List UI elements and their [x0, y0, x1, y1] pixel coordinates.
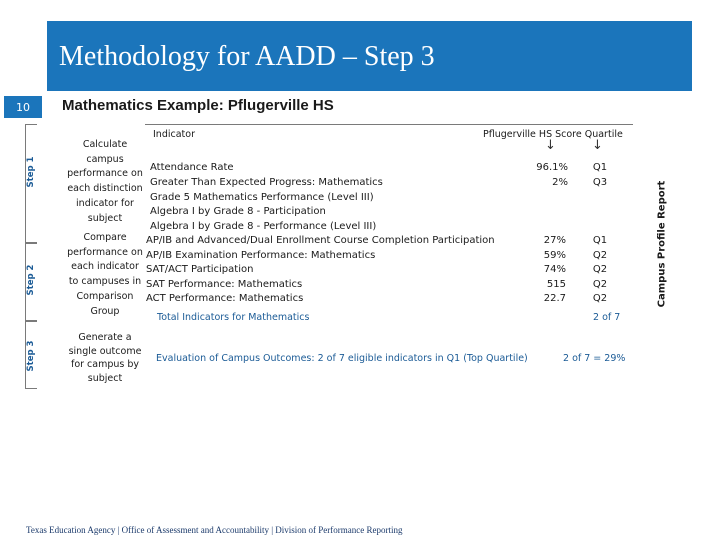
- step2-desc-line: Group: [90, 305, 120, 317]
- step3-desc-line: subject: [87, 372, 123, 384]
- step2-desc-line: to campuses in: [68, 276, 142, 288]
- step1-desc-line: indicator for: [76, 197, 134, 209]
- step2-desc-line: Comparison: [76, 290, 134, 302]
- slide-title: Methodology for AADD – Step 3: [59, 41, 435, 72]
- score-cell: 96.1%: [536, 162, 568, 173]
- quartile-cell: Q1: [592, 162, 608, 173]
- score-cell: 22.7: [543, 293, 566, 305]
- step2-desc-line: Compare: [83, 232, 127, 243]
- step2-desc-line: each indicator: [71, 261, 139, 273]
- indicator-row: ACT Performance: Mathematics: [146, 293, 304, 305]
- step2-desc-line: performance on: [67, 246, 143, 258]
- total-value: 2 of 7: [593, 312, 621, 323]
- slide-number: 10: [4, 96, 42, 118]
- score-cell: 27%: [543, 235, 566, 246]
- indicator-row: Attendance Rate: [150, 162, 234, 173]
- step3-desc-line: for campus by: [70, 359, 140, 370]
- step2-label: Step 2: [26, 264, 36, 296]
- indicator-row: Greater Than Expected Progress: Mathematics: [150, 176, 383, 188]
- side-report-label: Campus Profile Report: [656, 180, 668, 308]
- title-bar: [47, 21, 692, 91]
- indicator-row: SAT/ACT Participation: [146, 264, 254, 276]
- step1-description: [60, 138, 150, 226]
- indicator-header: Indicator: [153, 129, 195, 140]
- score-cell: 59%: [543, 249, 566, 261]
- step3-desc-line: single outcome: [68, 345, 142, 357]
- indicator-row: AP/IB and Advanced/Dual Enrollment Course Completion Participation: [146, 235, 495, 246]
- footer-text: Texas Education Agency | Office of Assessment and Accountability | Division of Performance Reporting: [26, 525, 403, 535]
- quartile-group-2: [585, 234, 615, 307]
- score-group-1: [500, 161, 568, 190]
- step1-desc-line: performance on: [67, 168, 143, 180]
- quartile-cell: Q2: [592, 293, 608, 305]
- quartile-cell: Q2: [592, 249, 608, 261]
- evaluation-label: Evaluation of Campus Outcomes: 2 of 7 eligible indicators in Q1 (Top Quartile): [156, 353, 528, 364]
- evaluation-value: 2 of 7 = 29%: [563, 353, 626, 364]
- indicator-group-2: [146, 234, 495, 307]
- step2-description: [60, 231, 150, 319]
- quartile-cell: Q3: [592, 176, 608, 188]
- quartile-cell: Q2: [592, 278, 608, 290]
- score-cell: 515: [546, 278, 566, 290]
- score-cell: 74%: [543, 264, 566, 276]
- score-group-2: [500, 234, 566, 307]
- table-top-border: [145, 124, 633, 125]
- total-label: Total Indicators for Mathematics: [157, 312, 310, 323]
- indicator-group-1: [150, 161, 383, 235]
- slide-subtitle: Mathematics Example: Pflugerville HS: [62, 97, 334, 114]
- indicator-row: SAT Performance: Mathematics: [146, 278, 303, 290]
- step3-description: [60, 331, 150, 385]
- indicator-row: Grade 5 Mathematics Performance (Level III): [150, 191, 374, 203]
- quartile-group-1: [585, 161, 615, 190]
- step1-label: Step 1: [26, 156, 36, 188]
- step1-desc-line: campus: [86, 153, 124, 165]
- quartile-cell: Q1: [592, 235, 608, 246]
- down-arrow-icon: ↓: [545, 138, 556, 153]
- indicator-row: Algebra I by Grade 8 - Participation: [150, 206, 326, 218]
- quartile-cell: Q2: [592, 264, 608, 276]
- step1-desc-line: each distinction: [67, 183, 143, 195]
- step3-label: Step 3: [26, 340, 36, 372]
- score-cell: 2%: [552, 176, 568, 188]
- step1-desc-line: Calculate: [82, 139, 128, 150]
- indicator-row: AP/IB Examination Performance: Mathematics: [146, 249, 376, 261]
- step1-desc-line: subject: [87, 212, 123, 224]
- down-arrow-icon: ↓: [592, 138, 603, 153]
- step3-desc-line: Generate a: [78, 332, 132, 343]
- score-quartile-header: Pflugerville HS Score Quartile: [483, 129, 623, 140]
- indicator-row: Algebra I by Grade 8 - Performance (Level III): [150, 221, 377, 233]
